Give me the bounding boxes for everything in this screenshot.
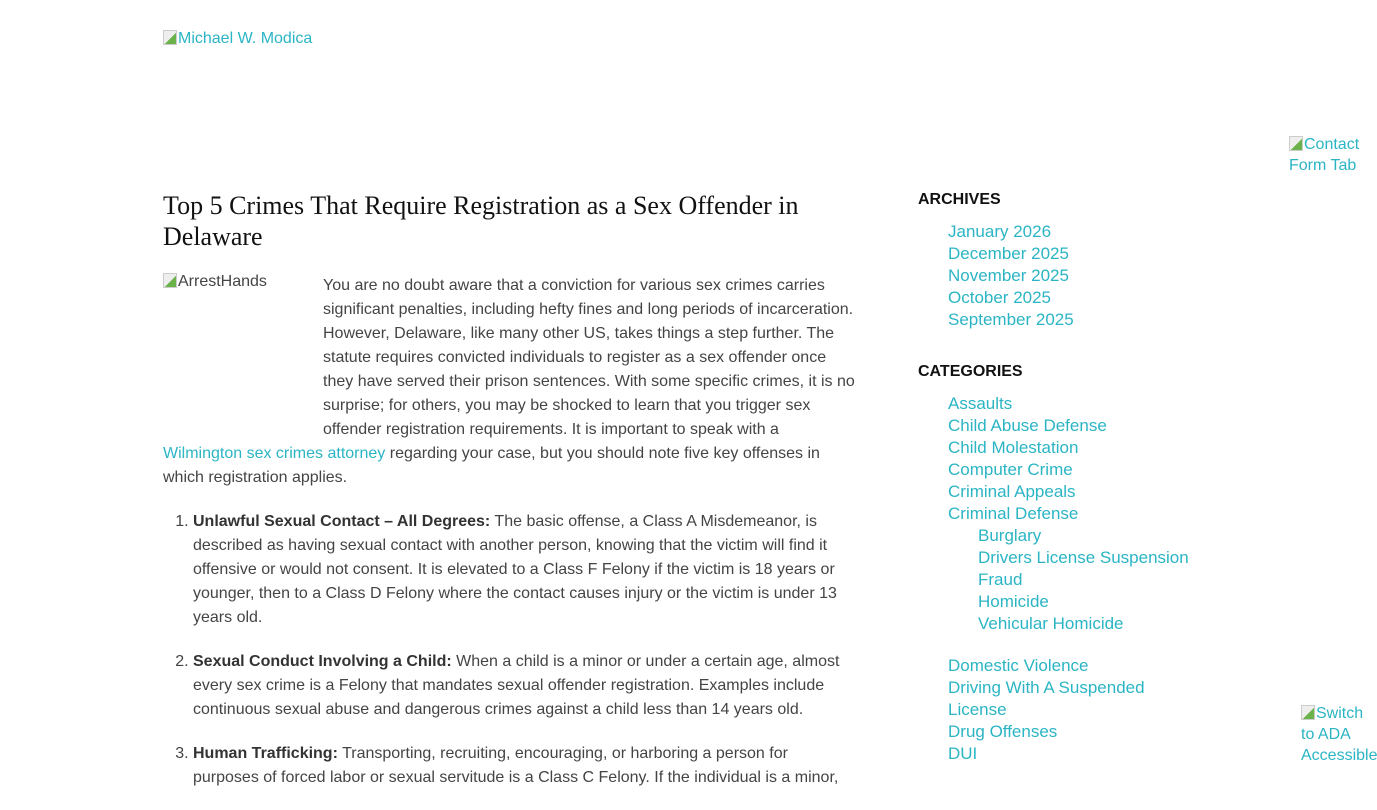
- archive-link[interactable]: January 2026: [948, 222, 1052, 241]
- ada-alt-text: Switch to ADA Accessible: [1301, 705, 1377, 764]
- offense-list: [163, 510, 858, 790]
- list-item: [193, 650, 858, 722]
- subcategory-link[interactable]: Drivers License Suspension: [978, 548, 1189, 567]
- subcategory-link[interactable]: Homicide: [978, 592, 1049, 611]
- attorney-link[interactable]: Wilmington sex crimes attorney: [163, 445, 386, 462]
- item-text: When a child is a minor or under a certain age, almost every sex crime is a Felony that mandates sexual offender registration. Examples include continuous sexual abuse and dangerous crimes against a child less than 14 years old.: [193, 653, 840, 718]
- list-item: [193, 510, 858, 630]
- subcategories-list: [948, 525, 1218, 635]
- page-title: Top 5 Crimes That Require Registration as a Sex Offender in Delaware: [163, 191, 799, 251]
- broken-image-icon: [163, 30, 177, 45]
- intro-text: You are no doubt aware that a conviction for various sex crimes carries significant penalties, including hefty fines and long periods of incarceration. However, Delaware, like many other US, takes things a step further. The statute requires convicted individuals to register as a sex offender once they have served their prison sentences. With some specific crimes, it is no surprise; for others, you may be shocked to learn that you trigger sex offender registration requirements. It is important to speak with a: [323, 277, 855, 438]
- subcategory-link[interactable]: Vehicular Homicide: [978, 614, 1124, 633]
- broken-image-icon: [1289, 136, 1303, 151]
- image-alt-text: ArrestHands: [178, 273, 267, 290]
- ada-switch-button[interactable]: [1301, 703, 1377, 766]
- category-link[interactable]: Computer Crime: [948, 460, 1073, 479]
- item-text: Transporting, recruiting, encouraging, or harboring a person for purposes of forced labor or sexual servitude is a Class C Felony. If the individual is a minor,: [193, 745, 839, 786]
- subcategory-link[interactable]: Fraud: [978, 570, 1023, 589]
- broken-image-icon: [1301, 705, 1315, 720]
- contact-form-tab[interactable]: [1289, 134, 1366, 176]
- item-title: Human Trafficking:: [193, 745, 338, 762]
- category-link[interactable]: Assaults: [948, 394, 1013, 413]
- category-link[interactable]: DUI: [948, 744, 978, 763]
- sidebar: [918, 190, 1218, 765]
- archive-link[interactable]: December 2025: [948, 244, 1069, 263]
- category-link[interactable]: Domestic Violence: [948, 656, 1089, 675]
- categories-list: [918, 393, 1218, 765]
- categories-heading: CATEGORIES: [918, 363, 1023, 380]
- category-link[interactable]: Criminal Defense: [948, 504, 1079, 523]
- article-image: [163, 272, 323, 422]
- archives-heading: ARCHIVES: [918, 191, 1001, 208]
- archive-link[interactable]: September 2025: [948, 310, 1074, 329]
- site-logo[interactable]: [163, 30, 312, 48]
- item-title: Unlawful Sexual Contact – All Degrees:: [193, 513, 491, 530]
- logo-alt-text: Michael W. Modica: [178, 30, 313, 47]
- archive-link[interactable]: October 2025: [948, 288, 1052, 307]
- category-link[interactable]: Criminal Appeals: [948, 482, 1076, 501]
- subcategory-link[interactable]: Burglary: [978, 526, 1042, 545]
- archives-list: [918, 221, 1218, 331]
- category-link[interactable]: Driving With A Suspended License: [948, 678, 1145, 719]
- category-link[interactable]: Child Abuse Defense: [948, 416, 1107, 435]
- item-title: Sexual Conduct Involving a Child:: [193, 653, 452, 670]
- article: [163, 190, 858, 810]
- intro-text-end: regarding your case, but you should note five key offenses in which registration applies.: [163, 445, 820, 486]
- list-item: [193, 742, 858, 790]
- category-link[interactable]: Drug Offenses: [948, 722, 1058, 741]
- broken-image-icon: [163, 273, 177, 288]
- archive-link[interactable]: November 2025: [948, 266, 1069, 285]
- item-text: The basic offense, a Class A Misdemeanor, is described as having sexual contact with another person, knowing that the victim will find it offensive or would not consent. It is elevated to a Class F Felony if the victim is 18 years or younger, then to a Class D Felony where the contact causes injury or the victim is under 13 years old.: [193, 513, 837, 626]
- contact-tab-alt-text: Contact Form Tab: [1289, 136, 1360, 174]
- category-link[interactable]: Child Molestation: [948, 438, 1079, 457]
